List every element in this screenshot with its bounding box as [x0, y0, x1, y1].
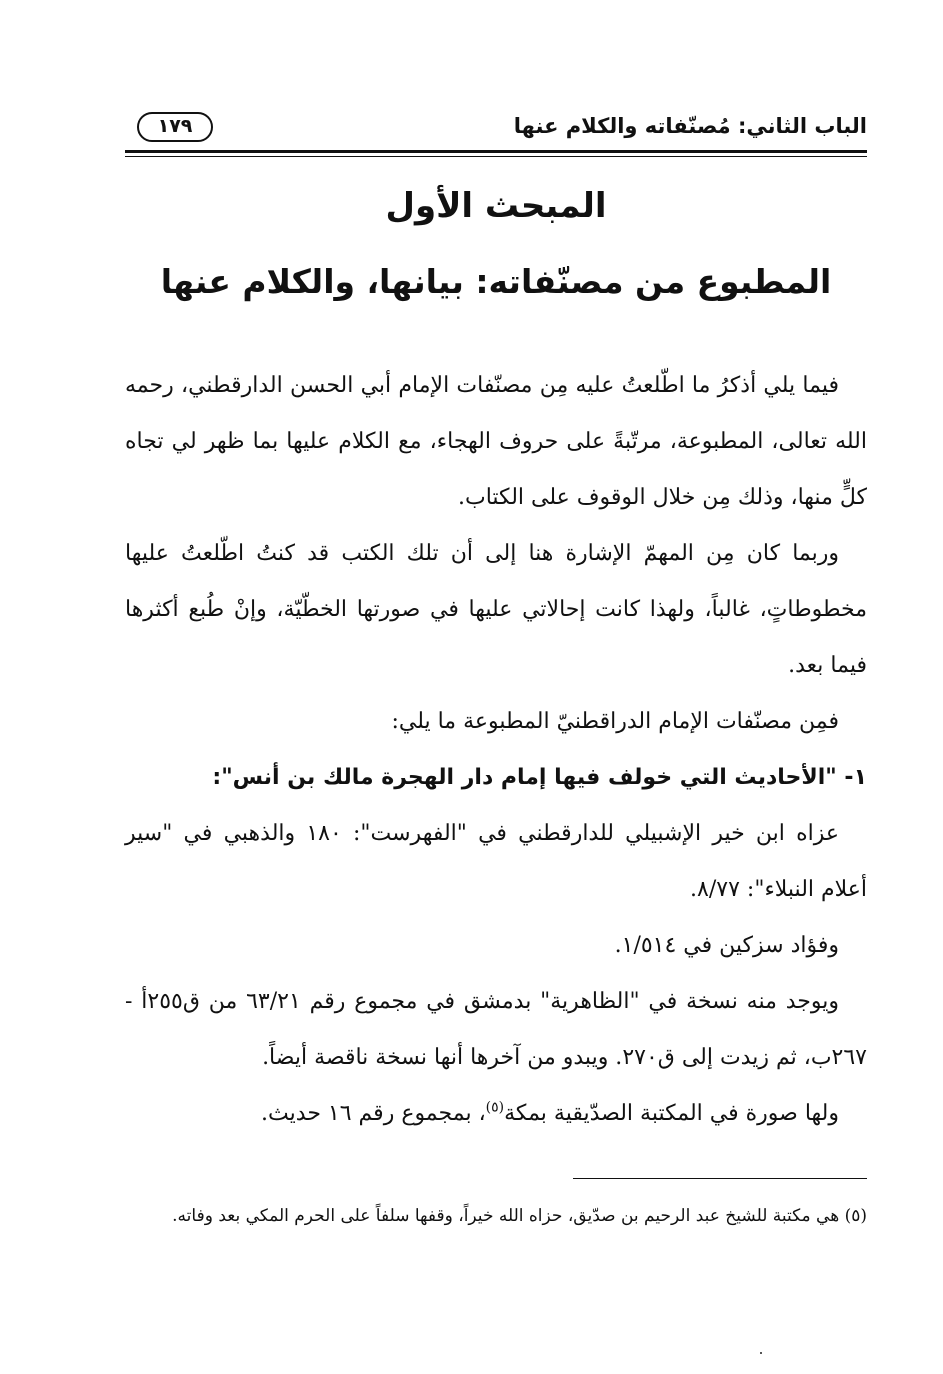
chapter-title: الباب الثاني: مُصنّفاته والكلام عنها [513, 114, 867, 138]
running-header [125, 108, 867, 152]
copy-text: ولها صورة في المكتبة الصدّيقية بمكة [504, 1101, 839, 1126]
paragraph-note: وربما كان مِن المهمّ الإشارة هنا إلى أن تلك الكتب قد كنتُ اطّلعتُ عليها مخطوطاتٍ، غالباً، ولهذا كانت إحالاتي عليها في صورتها الخطّيّة، وإنْ طُبع أكثرها فيما بعد. [125, 541, 867, 678]
footnote-text: (٥) هي مكتبة للشيخ عبد الرحيم بن صدّيق، حزاه الله خيراً، وقفها سلفاً على الحرم المكي بعد وفاته. [172, 1206, 867, 1226]
section-title: المبحث الأول [385, 186, 607, 226]
header-rule [125, 150, 867, 153]
section-subtitle: المطبوع من مصنّفاته: بيانها، والكلام عنها [160, 262, 832, 301]
body-text [125, 358, 867, 1142]
paragraph-intro: فيما يلي أذكرُ ما اطّلعتُ عليه مِن مصنّفات الإمام أبي الحسن الدارقطني، رحمه الله تعالى، المطبوعة، مرتّبةً على حروف الهجاء، مع الكلام عليها بما ظهر لي تجاه كلٍّ منها، وذلك مِن خلال الوقوف على الكتاب. [125, 373, 868, 510]
footnote-rule [573, 1178, 867, 1179]
page-number: ١٧٩ [137, 112, 213, 142]
copy-text-end: ، بمجموع رقم ١٦ حديث. [261, 1101, 486, 1126]
paragraph-list-intro: فمِن مصنّفات الإمام الدراقطنيّ المطبوعة ما يلي: [391, 709, 839, 734]
item-heading-1: ١- "الأحاديث التي خولف فيها إمام دار الهجرة مالك بن أنس": [212, 765, 867, 790]
footnote-reference[interactable]: (٥) [485, 1099, 505, 1116]
header-rule-thin [125, 156, 867, 157]
paragraph-attribution: عزاه ابن خير الإشبيلي للدارقطني في "الفهرست": ١٨٠ والذهبي في "سير أعلام النبلاء": ٨/٧٧. [125, 821, 867, 902]
paragraph-copy [125, 1086, 867, 1142]
footnote [125, 1196, 867, 1236]
scan-speck [760, 1352, 762, 1354]
paragraph-sezgin: وفؤاد سزكين في ١/٥١٤. [614, 933, 839, 958]
paragraph-manuscript: ويوجد منه نسخة في "الظاهرية" بدمشق في مجموع رقم ٦٣/٢١ من ق٢٥٥أ - ٢٦٧ب، ثم زيدت إلى ق٢٧٠. ويبدو من آخرها أنها نسخة ناقصة أيضاً. [125, 989, 867, 1070]
